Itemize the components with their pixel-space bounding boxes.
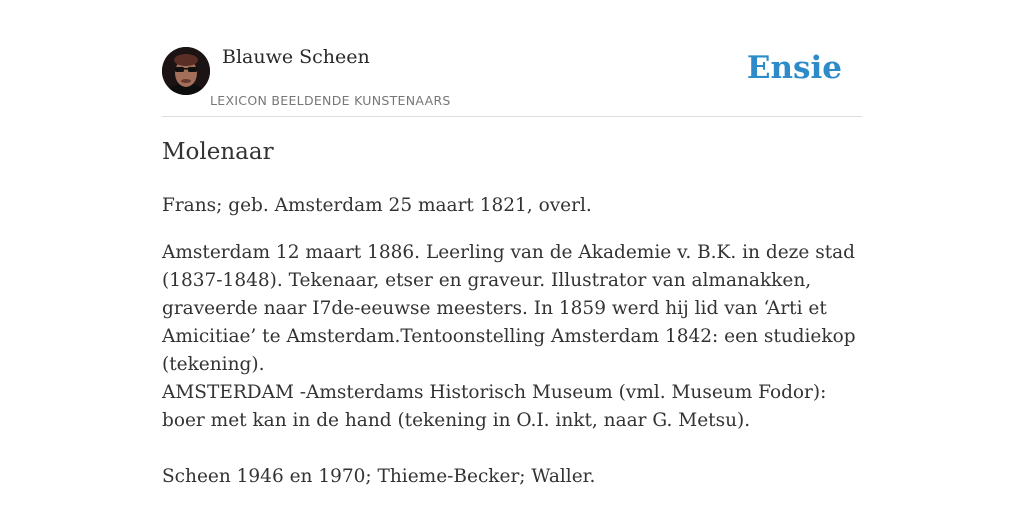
author-avatar[interactable] <box>162 47 210 95</box>
article-paragraph-1: Frans; geb. Amsterdam 25 maart 1821, overl. <box>162 195 592 216</box>
article-paragraph-4: Scheen 1946 en 1970; Thieme-Becker; Waller. <box>162 466 596 487</box>
article-header <box>162 46 862 117</box>
article-title: Molenaar <box>162 139 274 165</box>
brand-logo[interactable]: Ensie <box>746 50 842 86</box>
author-name[interactable]: Blauwe Scheen <box>222 46 370 68</box>
category-label[interactable]: LEXICON BEELDENDE KUNSTENAARS <box>210 93 451 108</box>
article-paragraph-2: Amsterdam 12 maart 1886. Leerling van de Akademie v. B.K. in deze stad (1837-1848). Tekenaar, etser en graveur. Illustrator van almanakken, graveerde naar I7de-eeuwse meesters. In 1859 werd hij lid van ‘Arti et Amicitiae’ te Amsterdam.Tentoonstelling Amsterdam 1842: een studiekop (tekening). <box>162 242 856 375</box>
article-paragraph-3: AMSTERDAM -Amsterdams Historisch Museum (vml. Museum Fodor): boer met kan in de hand (tekening in O.I. inkt, naar G. Metsu). <box>162 382 827 431</box>
